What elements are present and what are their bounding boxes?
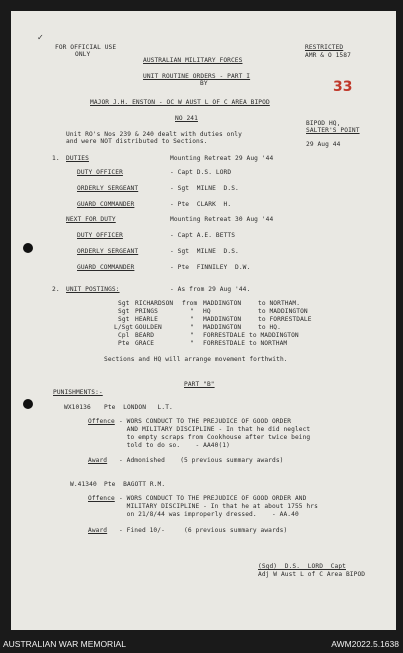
case-name: Pte LONDON L.T. (104, 404, 173, 411)
posting-name: HEARLE (135, 316, 158, 323)
duty-role: ORDERLY SERGEANT (77, 248, 139, 255)
award-text: - Fined 10/- (6 previous summary awards) (119, 527, 288, 534)
issuer: MAJOR J.H. ENSTON - OC W AUST L OF C AREA BIPOD (90, 99, 270, 106)
posting-to: to FORRESTDALE (258, 316, 312, 323)
mounting-2: Mounting Retreat 30 Aug '44 (170, 216, 274, 223)
section-number-2: 2. (52, 286, 60, 293)
award-label: Award (88, 527, 108, 534)
duties-heading: DUTIES (66, 155, 89, 162)
posting-to: to MADDINGTON (249, 332, 299, 339)
posting-to: to MADDINGTON (258, 308, 308, 315)
offence-line: MILITARY DISCIPLINE - In that he at about 1755 hrs (119, 503, 318, 510)
posting-name: PRINGS (135, 308, 158, 315)
next-for-duty: NEXT FOR DUTY (66, 216, 116, 223)
part-b-heading: PART "B" (184, 381, 215, 388)
posting-rank: Cpl (118, 332, 130, 339)
posting-to: to NORTHAM (249, 340, 288, 347)
signature-line-1: (Sgd) D.S. LORD Capt (258, 563, 346, 570)
duty-person: - Capt D.S. LORD (170, 169, 232, 176)
offence-line: - WORS CONDUCT TO THE PREJUDICE OF GOOD ORDER (119, 418, 292, 425)
unit-name: AUSTRALIAN MILITARY FORCES (143, 57, 243, 64)
posting-from-place: FORRESTDALE (203, 332, 246, 339)
offence-line: to empty scraps from Cookhouse after twice being (119, 434, 311, 441)
posting-from-place: MADDINGTON (203, 300, 242, 307)
posting-name: RICHARDSON (135, 300, 174, 307)
duty-role: GUARD COMMANDER (77, 201, 135, 208)
duty-person: - Pte CLARK H. (170, 201, 232, 208)
posting-to: to NORTHAM. (258, 300, 301, 307)
hq-line-1: BIPOD HQ, (306, 120, 341, 127)
duty-person: - Capt A.E. BETTS (170, 232, 236, 239)
order-date: 29 Aug 44 (306, 141, 341, 148)
posting-from: from (182, 300, 198, 307)
by-label: BY (200, 80, 208, 87)
posting-from-place: MADDINGTON (203, 324, 242, 331)
duty-person: - Pte FINNILEY D.W. (170, 264, 251, 271)
posting-name: GRACE (135, 340, 155, 347)
posting-rank: Sgt (118, 308, 130, 315)
pencil-tick-mark: ✓ (37, 33, 44, 42)
posting-from-place: HQ (203, 308, 211, 315)
offence-line: told to do so. - AA40(1) (119, 442, 230, 449)
award-label: Award (88, 457, 108, 464)
posting-from-place: FORRESTDALE (203, 340, 246, 347)
postings-heading: UNIT POSTINGS: (66, 286, 120, 293)
posting-to: to HQ. (258, 324, 281, 331)
punch-hole (23, 399, 33, 409)
intro-line-2: and were NOT distributed to Sections. (66, 138, 208, 145)
posting-rank: L/Sgt (114, 324, 134, 331)
offence-line: AND MILITARY DISCIPLINE - In that he did neglect (119, 426, 311, 433)
offence-label: Offence (88, 495, 115, 502)
posting-from: " (190, 332, 194, 339)
posting-from: " (190, 316, 194, 323)
posting-rank: Sgt (118, 316, 130, 323)
case-id: W.41340 (70, 481, 97, 488)
postings-date: - As from 29 Aug '44. (170, 286, 251, 293)
posting-name: BEARD (135, 332, 155, 339)
classification-left: FOR OFFICIAL USE (55, 44, 117, 51)
posting-from-place: MADDINGTON (203, 316, 242, 323)
order-number: NO 241 (175, 115, 198, 122)
postings-note: Sections and HQ will arrange movement forthwith. (104, 356, 288, 363)
hq-line-2: SALTER'S POINT (306, 127, 360, 134)
offence-line: on 21/8/44 was improperly dressed. - AA.40 (119, 511, 299, 518)
restricted-reference: AMR & O 1587 (305, 52, 351, 59)
section-number-1: 1. (52, 155, 60, 162)
posting-name: GOULDEN (135, 324, 162, 331)
punch-hole (23, 243, 33, 253)
mounting-1: Mounting Retreat 29 Aug '44 (170, 155, 274, 162)
classification-left-2: ONLY (75, 51, 91, 58)
award-text: - Admonished (5 previous summary awards) (119, 457, 284, 464)
duty-role: DUTY OFFICER (77, 232, 123, 239)
posting-from: " (190, 324, 194, 331)
duty-role: DUTY OFFICER (77, 169, 123, 176)
restricted-label: RESTRICTED (305, 44, 344, 51)
intro-line-1: Unit RO's Nos 239 & 240 dealt with duties only (66, 131, 242, 138)
case-id: WX10136 (64, 404, 91, 411)
case-name: Pte BAGOTT R.M. (104, 481, 166, 488)
duty-role: GUARD COMMANDER (77, 264, 135, 271)
duty-person: - Sgt MILNE D.S. (170, 248, 239, 255)
duty-person: - Sgt MILNE D.S. (170, 185, 239, 192)
duty-role: ORDERLY SERGEANT (77, 185, 139, 192)
footer-institution: AUSTRALIAN WAR MEMORIAL (3, 639, 126, 649)
offence-label: Offence (88, 418, 115, 425)
orders-title: UNIT ROUTINE ORDERS - PART I (143, 73, 251, 80)
posting-rank: Sgt (118, 300, 130, 307)
punishments-heading: PUNISHMENTS:- (53, 389, 103, 396)
offence-line: - WORS CONDUCT TO THE PREJUDICE OF GOOD ORDER AND (119, 495, 307, 502)
posting-from: " (190, 308, 194, 315)
signature-line-2: Adj W Aust L of C Area BIPOD (258, 571, 366, 578)
pencil-page-number: 33 (333, 79, 353, 95)
posting-rank: Pte (118, 340, 130, 347)
footer-accession-number: AWM2022.5.1638 (331, 639, 399, 649)
posting-from: " (190, 340, 194, 347)
